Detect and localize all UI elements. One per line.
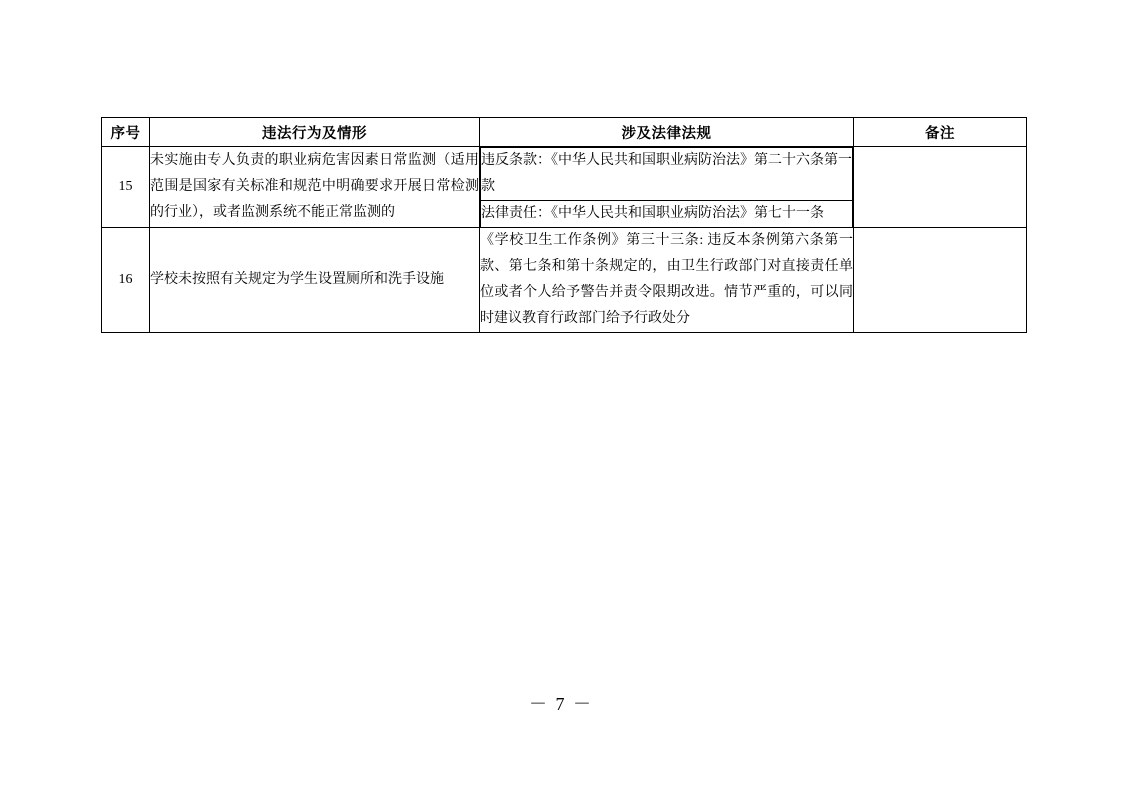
row-note-text <box>854 147 1027 228</box>
law-clause-text: 违反条款：《中华人民共和国职业病防治法》第二十六条第一款 <box>481 148 853 201</box>
law-liability-text: 法律责任：《中华人民共和国职业病防治法》第七十一条 <box>481 201 853 228</box>
table-row <box>102 228 1027 333</box>
row-number: 16 <box>102 228 150 333</box>
row-law-text: 《学校卫生工作条例》第三十三条: 违反本条例第六条第一款、第七条和第十条规定的，由卫生行政部门对直接责任单位或者个人给予警告并责令限期改进。情节严重的，可以同时建议教育行政部门给予行政处分 <box>480 228 854 333</box>
row-number: 15 <box>102 147 150 228</box>
row-action-text: 学校未按照有关规定为学生设置厕所和洗手设施 <box>150 228 480 333</box>
row-action-text: 未实施由专人负责的职业病危害因素日常监测（适用范围是国家有关标准和规范中明确要求开展日常检测的行业），或者监测系统不能正常监测的 <box>150 147 480 228</box>
page-number: － 7 － <box>529 694 593 714</box>
violations-table <box>101 117 1027 333</box>
row-law-cell <box>480 147 854 228</box>
column-header-note: 备注 <box>854 118 1027 147</box>
column-header-law: 涉及法律法规 <box>480 118 854 147</box>
violations-table-container <box>101 117 1026 333</box>
law-subrow <box>481 201 853 228</box>
table-row <box>102 147 1027 228</box>
table-header-row <box>102 118 1027 147</box>
column-header-no: 序号 <box>102 118 150 147</box>
row-note-text <box>854 228 1027 333</box>
column-header-action: 违法行为及情形 <box>150 118 480 147</box>
law-subrow <box>481 148 853 201</box>
law-subtable <box>480 147 853 227</box>
